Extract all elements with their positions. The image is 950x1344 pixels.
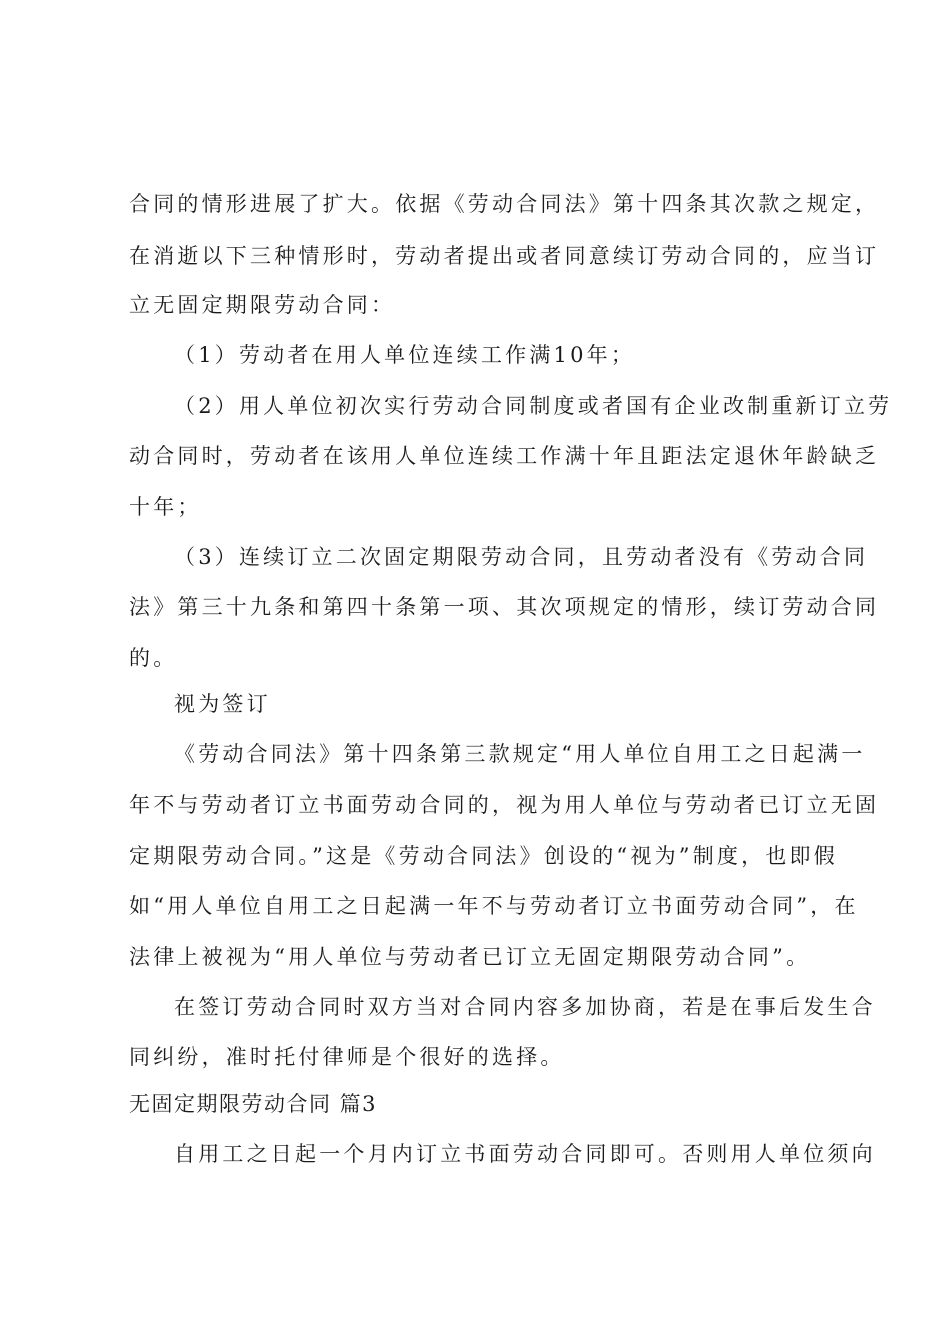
list-item-1: （1）劳动者在用人单位连续工作满10年； <box>174 343 636 367</box>
text-line: 合同的情形进展了扩大。依据《劳动合同法》第十四条其次款之规定， <box>129 192 880 216</box>
list-item-3: （3）连续订立二次固定期限劳动合同，且劳动者没有《劳动合同 <box>174 545 869 569</box>
text-line: 法律上被视为“用人单位与劳动者已订立无固定期限劳动合同”。 <box>129 945 811 969</box>
text-line: 立无固定期限劳动合同： <box>129 293 396 317</box>
section-heading: 视为签订 <box>174 692 271 716</box>
text-line: 动合同时，劳动者在该用人单位连续工作满十年且距法定退休年龄缺乏 <box>129 444 880 468</box>
text-line: 《劳动合同法》第十四条第三款规定“用人单位自用工之日起满一 <box>174 742 866 766</box>
text-line: 法》第三十九条和第四十条第一项、其次项规定的情形，续订劳动合同 <box>129 595 880 619</box>
text-line: 在签订劳动合同时双方当对合同内容多加协商，若是在事后发生合 <box>174 995 876 1019</box>
article-title: 无固定期限劳动合同 篇3 <box>129 1092 378 1116</box>
text-line: 在消逝以下三种情形时，劳动者提出或者同意续订劳动合同的，应当订 <box>129 244 880 268</box>
text-line: 自用工之日起一个月内订立书面劳动合同即可。否则用人单位须向 <box>174 1142 876 1166</box>
text-line: 十年； <box>129 495 202 519</box>
list-item-2: （2）用人单位初次实行劳动合同制度或者国有企业改制重新订立劳 <box>174 394 893 418</box>
text-line: 如“用人单位自用工之日起满一年不与劳动者订立书面劳动合同”，在 <box>129 894 859 918</box>
text-line: 定期限劳动合同。”这是《劳动合同法》创设的“视为”制度，也即假 <box>129 844 838 868</box>
text-line: 的。 <box>129 646 178 670</box>
text-line: 同纠纷，准时托付律师是个很好的选择。 <box>129 1045 565 1069</box>
text-line: 年不与劳动者订立书面劳动合同的，视为用人单位与劳动者已订立无固 <box>129 793 880 817</box>
